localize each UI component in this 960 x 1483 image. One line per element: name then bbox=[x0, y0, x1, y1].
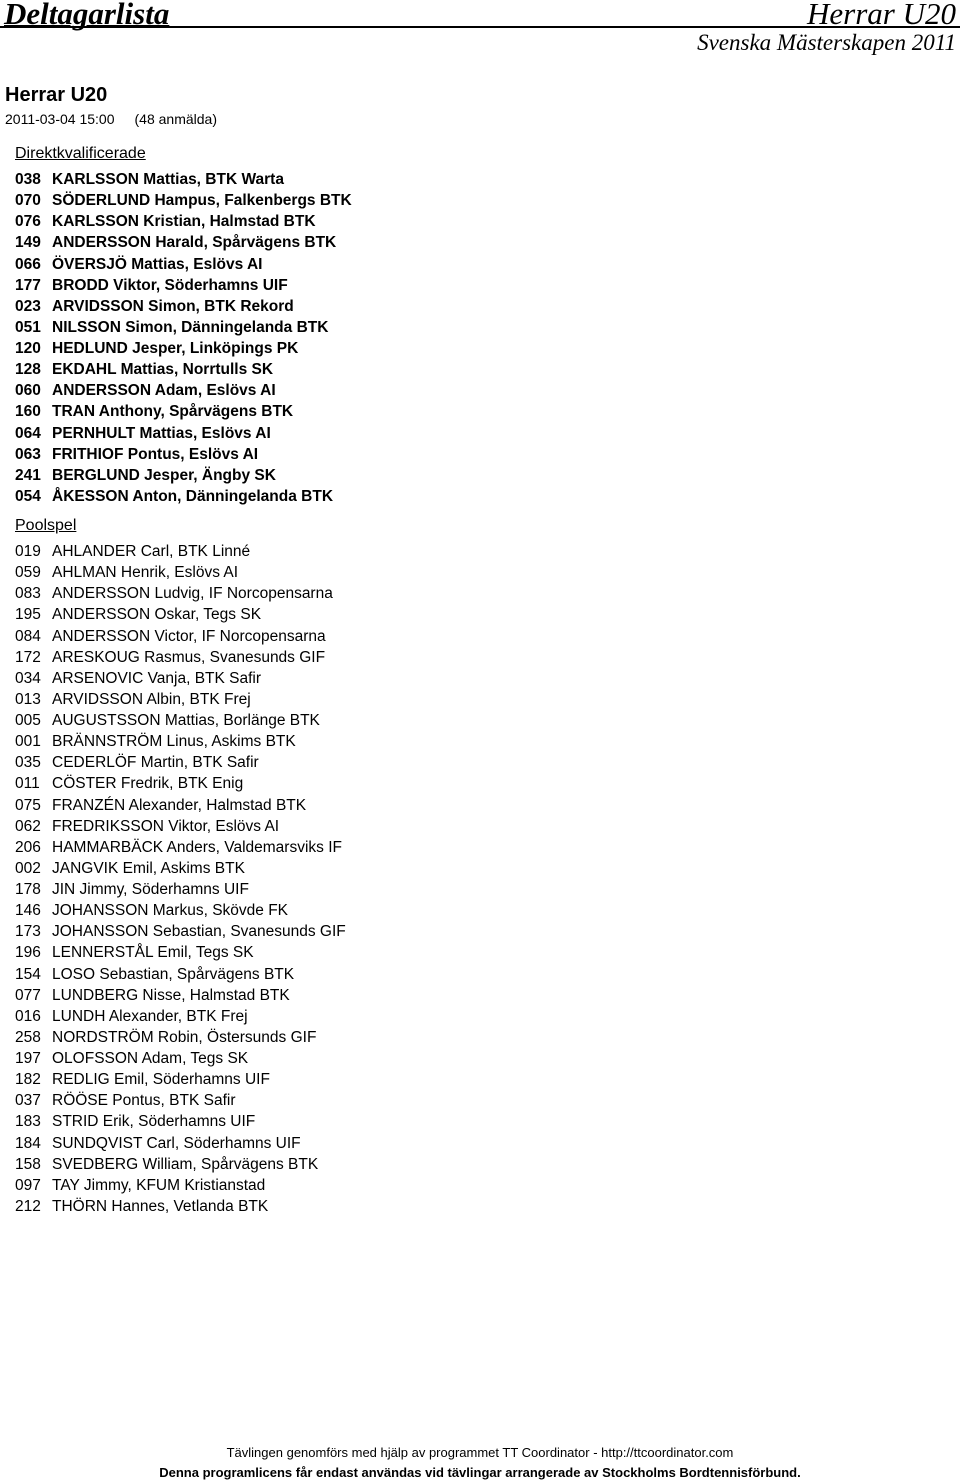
player-name-club: TRAN Anthony, Spårvägens BTK bbox=[52, 403, 294, 421]
player-number: 172 bbox=[15, 648, 41, 666]
player-number: 016 bbox=[15, 1007, 41, 1025]
list-item bbox=[15, 689, 346, 710]
player-number: 011 bbox=[15, 775, 40, 793]
player-number: 178 bbox=[15, 881, 41, 898]
player-name-club: CEDERLÖF Martin, BTK Safir bbox=[52, 754, 259, 772]
player-name-club: BERGLUND Jesper, Ängby SK bbox=[52, 466, 276, 484]
player-number: 076 bbox=[15, 213, 41, 231]
list-item bbox=[15, 900, 346, 921]
player-number: 001 bbox=[15, 733, 41, 751]
list-item bbox=[15, 816, 346, 837]
player-number: 097 bbox=[15, 1176, 41, 1194]
player-name-club: JOHANSSON Markus, Skövde FK bbox=[52, 902, 289, 920]
registered-count: (48 anmälda) bbox=[134, 111, 217, 127]
player-number: 146 bbox=[15, 902, 41, 920]
list-item bbox=[15, 837, 346, 858]
player-number: 241 bbox=[15, 466, 41, 484]
list-item bbox=[15, 1175, 346, 1196]
player-number: 051 bbox=[15, 318, 41, 336]
player-name-club: ARVIDSSON Albin, BTK Frej bbox=[52, 690, 251, 708]
player-name-club: JANGVIK Emil, Askims BTK bbox=[52, 859, 245, 877]
list-item bbox=[15, 647, 346, 668]
player-number: 038 bbox=[15, 171, 41, 188]
event-name: Svenska Mästerskapen 2011 bbox=[697, 30, 956, 55]
section-title-direct: Direktkvalificerade bbox=[15, 145, 146, 162]
list-item bbox=[15, 942, 346, 963]
player-number: 183 bbox=[15, 1113, 41, 1131]
player-name-club: KARLSSON Mattias, BTK Warta bbox=[52, 171, 284, 188]
footer-license: Denna programlicens får endast användas vid tävlingar arrangerade av Stockholms Bordtennisförbund. bbox=[159, 1465, 801, 1480]
header-divider bbox=[0, 26, 960, 28]
player-number: 182 bbox=[15, 1071, 41, 1089]
player-number: 149 bbox=[15, 234, 41, 252]
list-item bbox=[15, 879, 346, 900]
player-name-club: ÅKESSON Anton, Dänningelanda BTK bbox=[52, 487, 334, 505]
list-item bbox=[15, 562, 346, 583]
player-name-club: AUGUSTSSON Mattias, Borlänge BTK bbox=[52, 712, 320, 729]
pool-play-list bbox=[15, 541, 346, 1217]
list-item bbox=[15, 668, 346, 689]
list-item bbox=[15, 626, 346, 647]
player-number: 002 bbox=[15, 859, 41, 877]
player-number: 060 bbox=[15, 382, 41, 400]
list-item bbox=[15, 401, 352, 422]
player-number: 206 bbox=[15, 838, 41, 856]
player-number: 196 bbox=[15, 944, 41, 962]
player-name-club: ARVIDSSON Simon, BTK Rekord bbox=[52, 297, 294, 315]
list-item bbox=[15, 985, 346, 1006]
player-number: 013 bbox=[15, 690, 41, 708]
list-item bbox=[15, 444, 352, 465]
player-name-club: FREDRIKSSON Viktor, Eslövs AI bbox=[52, 817, 280, 835]
player-name-club: ANDERSSON Harald, Spårvägens BTK bbox=[52, 234, 337, 252]
list-item bbox=[15, 211, 352, 232]
player-number: 037 bbox=[15, 1092, 41, 1110]
list-item bbox=[15, 254, 352, 275]
list-item bbox=[15, 1111, 346, 1132]
list-item bbox=[15, 1154, 346, 1175]
list-item bbox=[15, 380, 352, 401]
player-name-club: RÖÖSE Pontus, BTK Safir bbox=[52, 1092, 236, 1110]
player-number: 070 bbox=[15, 192, 41, 210]
list-item bbox=[15, 190, 352, 211]
player-name-club: JOHANSSON Sebastian, Svanesunds GIF bbox=[52, 923, 346, 941]
player-name-club: SVEDBERG William, Spårvägens BTK bbox=[52, 1155, 319, 1173]
list-item bbox=[15, 359, 352, 380]
direct-qualified-list bbox=[15, 169, 352, 507]
list-item bbox=[15, 1006, 346, 1027]
list-item bbox=[15, 1090, 346, 1111]
player-name-club: KARLSSON Kristian, Halmstad BTK bbox=[52, 213, 316, 231]
player-name-club: AHLMAN Henrik, Eslövs AI bbox=[52, 564, 239, 582]
player-name-club: ARESKOUG Rasmus, Svanesunds GIF bbox=[52, 648, 326, 666]
list-item bbox=[15, 423, 352, 444]
class-meta bbox=[5, 111, 217, 127]
player-name-club: SUNDQVIST Carl, Söderhamns UIF bbox=[52, 1134, 301, 1152]
player-number: 019 bbox=[15, 543, 41, 560]
player-name-club: ANDERSSON Victor, IF Norcopensarna bbox=[52, 627, 326, 645]
player-name-club: SÖDERLUND Hampus, Falkenbergs BTK bbox=[52, 192, 352, 210]
list-item bbox=[15, 317, 352, 338]
player-name-club: STRID Erik, Söderhamns UIF bbox=[52, 1113, 256, 1131]
player-name-club: EKDAHL Mattias, Norrtulls SK bbox=[52, 361, 274, 379]
player-name-club: LUNDBERG Nisse, Halmstad BTK bbox=[52, 986, 290, 1004]
list-item bbox=[15, 795, 346, 816]
class-datetime: 2011-03-04 15:00 bbox=[5, 111, 115, 127]
list-item bbox=[15, 710, 346, 731]
player-number: 066 bbox=[15, 255, 41, 273]
player-number: 059 bbox=[15, 564, 41, 582]
player-name-club: AHLANDER Carl, BTK Linné bbox=[52, 543, 251, 560]
player-name-club: THÖRN Hannes, Vetlanda BTK bbox=[52, 1197, 269, 1215]
section-title-pool: Poolspel bbox=[15, 517, 77, 534]
player-name-club: ANDERSSON Adam, Eslövs AI bbox=[52, 382, 276, 400]
list-item bbox=[15, 583, 346, 604]
list-item bbox=[15, 338, 352, 359]
list-item bbox=[15, 731, 346, 752]
player-number: 212 bbox=[15, 1197, 41, 1215]
list-item bbox=[15, 921, 346, 942]
player-name-club: BRODD Viktor, Söderhamns UIF bbox=[52, 276, 288, 294]
player-number: 005 bbox=[15, 712, 41, 729]
player-name-club: ÖVERSJÖ Mattias, Eslövs AI bbox=[52, 255, 263, 273]
list-item bbox=[15, 169, 352, 190]
player-name-club: NORDSTRÖM Robin, Östersunds GIF bbox=[52, 1028, 317, 1046]
list-item bbox=[15, 296, 352, 317]
player-number: 128 bbox=[15, 361, 41, 379]
player-name-club: CÖSTER Fredrik, BTK Enig bbox=[52, 775, 244, 793]
player-number: 034 bbox=[15, 669, 41, 687]
player-number: 062 bbox=[15, 817, 41, 835]
player-name-club: LOSO Sebastian, Spårvägens BTK bbox=[52, 965, 295, 983]
player-number: 173 bbox=[15, 923, 41, 941]
player-number: 158 bbox=[15, 1155, 41, 1173]
player-number: 154 bbox=[15, 965, 41, 983]
player-name-club: OLOFSSON Adam, Tegs SK bbox=[52, 1050, 249, 1067]
list-item bbox=[15, 1027, 346, 1048]
player-name-club: LENNERSTÅL Emil, Tegs SK bbox=[52, 944, 254, 962]
player-number: 064 bbox=[15, 424, 41, 442]
list-item bbox=[15, 1048, 346, 1069]
player-number: 160 bbox=[15, 403, 41, 421]
player-name-club: HEDLUND Jesper, Linköpings PK bbox=[52, 340, 299, 357]
list-item bbox=[15, 465, 352, 486]
player-number: 195 bbox=[15, 606, 41, 624]
list-item bbox=[15, 275, 352, 296]
player-number: 177 bbox=[15, 276, 41, 294]
player-name-club: REDLIG Emil, Söderhamns UIF bbox=[52, 1071, 270, 1089]
footer-credit: Tävlingen genomförs med hjälp av programmet TT Coordinator - http://ttcoordinator.com bbox=[226, 1445, 734, 1460]
list-item bbox=[15, 232, 352, 253]
class-title: Herrar U20 bbox=[5, 84, 108, 106]
player-number: 197 bbox=[15, 1050, 41, 1067]
player-number: 054 bbox=[15, 487, 41, 505]
player-name-club: FRANZÉN Alexander, Halmstad BTK bbox=[52, 796, 307, 814]
document-title: Deltagarlista bbox=[4, 0, 170, 31]
list-item bbox=[15, 1133, 346, 1154]
player-number: 258 bbox=[15, 1028, 41, 1046]
player-number: 120 bbox=[15, 340, 41, 357]
player-number: 063 bbox=[15, 445, 41, 463]
player-number: 077 bbox=[15, 986, 41, 1004]
player-number: 023 bbox=[15, 297, 41, 315]
list-item bbox=[15, 486, 352, 507]
player-name-club: NILSSON Simon, Dänningelanda BTK bbox=[52, 318, 329, 336]
player-name-club: TAY Jimmy, KFUM Kristianstad bbox=[52, 1176, 266, 1194]
player-name-club: PERNHULT Mattias, Eslövs AI bbox=[52, 424, 271, 442]
list-item bbox=[15, 604, 346, 625]
player-name-club: ANDERSSON Oskar, Tegs SK bbox=[52, 606, 262, 624]
list-item bbox=[15, 964, 346, 985]
header-class-name: Herrar U20 bbox=[807, 0, 956, 31]
player-number: 083 bbox=[15, 585, 41, 603]
list-item bbox=[15, 1196, 346, 1217]
player-name-club: LUNDH Alexander, BTK Frej bbox=[52, 1007, 248, 1025]
list-item bbox=[15, 541, 346, 562]
player-number: 075 bbox=[15, 796, 41, 814]
player-name-club: HAMMARBÄCK Anders, Valdemarsviks IF bbox=[52, 838, 342, 856]
player-name-club: ANDERSSON Ludvig, IF Norcopensarna bbox=[52, 585, 333, 603]
player-name-club: ARSENOVIC Vanja, BTK Safir bbox=[52, 669, 262, 687]
player-name-club: JIN Jimmy, Söderhamns UIF bbox=[52, 881, 249, 898]
player-name-club: BRÄNNSTRÖM Linus, Askims BTK bbox=[52, 733, 296, 751]
list-item bbox=[15, 1069, 346, 1090]
player-name-club: FRITHIOF Pontus, Eslövs AI bbox=[52, 445, 259, 463]
list-item bbox=[15, 773, 346, 794]
list-item bbox=[15, 858, 346, 879]
player-number: 184 bbox=[15, 1134, 41, 1152]
player-number: 035 bbox=[15, 754, 41, 772]
list-item bbox=[15, 752, 346, 773]
player-number: 084 bbox=[15, 627, 41, 645]
